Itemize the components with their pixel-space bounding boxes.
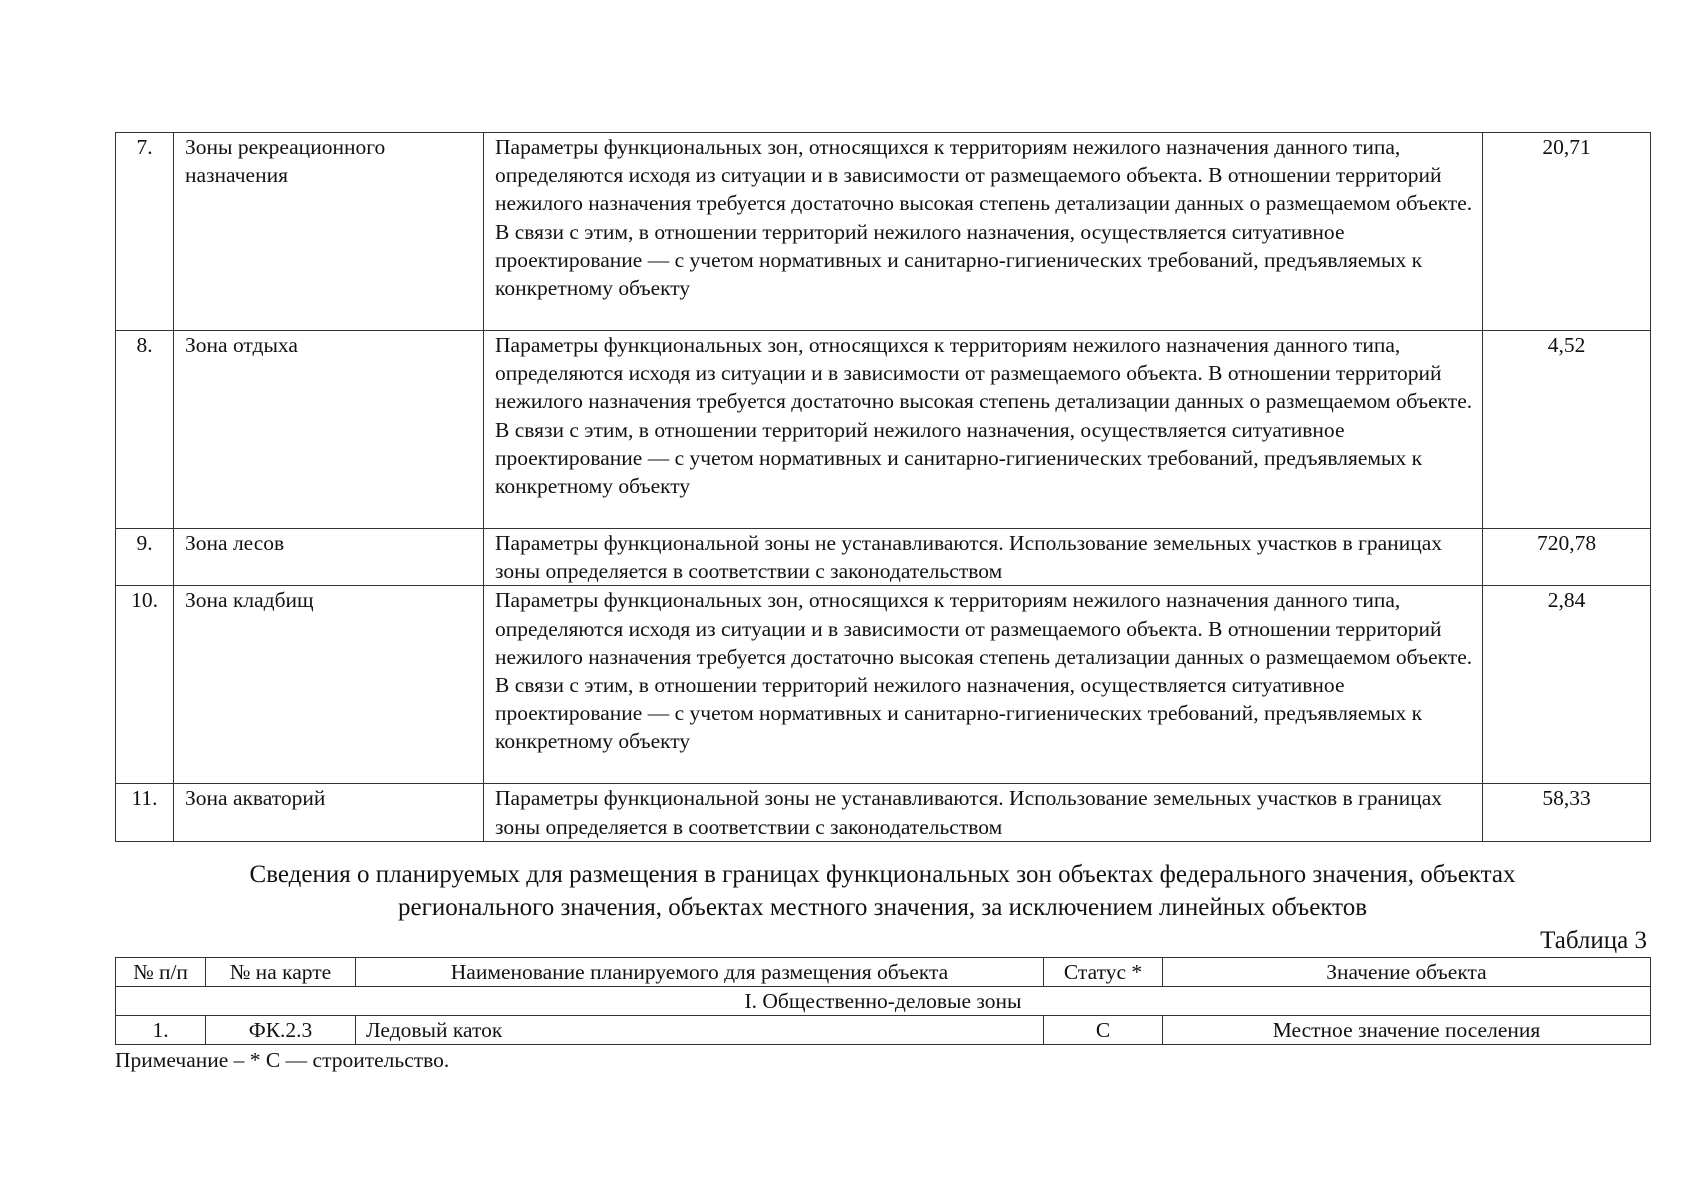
table-row xyxy=(116,133,1651,331)
section-title: I. Общественно-деловые зоны xyxy=(116,987,1651,1016)
object-status: С xyxy=(1044,1016,1163,1045)
section-heading xyxy=(115,858,1650,924)
zone-area: 20,71 xyxy=(1483,133,1651,331)
column-header-significance: Значение объекта xyxy=(1163,958,1651,987)
table-row xyxy=(116,331,1651,529)
zone-name: Зона кладбищ xyxy=(174,586,484,784)
column-header-num: № п/п xyxy=(116,958,206,987)
zone-area: 2,84 xyxy=(1483,586,1651,784)
zone-area: 4,52 xyxy=(1483,331,1651,529)
row-number: 9. xyxy=(116,529,174,586)
object-map-num: ФК.2.3 xyxy=(206,1016,356,1045)
zone-parameters: Параметры функциональных зон, относящихся к территориям нежилого назначения данного типа, определяются исходя из ситуации и в зависимости от размещаемого объекта. В отношении территорий нежилого назначения требуется достаточно высокая степень детализации данных о размещаемом объекте. В связи с этим, в отношении территорий нежилого назначения, осуществляется ситуативное проектирование — с учетом нормативных и санитарно-гигиенических требований, предъявляемых к конкретному объекту xyxy=(484,586,1483,784)
object-num: 1. xyxy=(116,1016,206,1045)
zone-area: 58,33 xyxy=(1483,784,1651,841)
zone-name: Зоны рекреационного назначения xyxy=(174,133,484,331)
table-header-row xyxy=(116,958,1651,987)
footnote: Примечание – * С — строительство. xyxy=(115,1048,450,1072)
zones-table xyxy=(115,132,1651,842)
row-number: 7. xyxy=(116,133,174,331)
section-heading-line: регионального значения, объектах местного значения, за исключением линейных объектов xyxy=(397,894,1368,921)
zone-name: Зона лесов xyxy=(174,529,484,586)
row-number: 10. xyxy=(116,586,174,784)
table-row xyxy=(116,586,1651,784)
zone-name: Зона отдыха xyxy=(174,331,484,529)
zone-area: 720,78 xyxy=(1483,529,1651,586)
object-significance: Местное значение поселения xyxy=(1163,1016,1651,1045)
table-row xyxy=(116,529,1651,586)
zone-name: Зона акваторий xyxy=(174,784,484,841)
objects-table xyxy=(115,957,1651,1045)
zone-parameters: Параметры функциональных зон, относящихся к территориям нежилого назначения данного типа, определяются исходя из ситуации и в зависимости от размещаемого объекта. В отношении территорий нежилого назначения требуется достаточно высокая степень детализации данных о размещаемом объекте. В связи с этим, в отношении территорий нежилого назначения, осуществляется ситуативное проектирование — с учетом нормативных и санитарно-гигиенических требований, предъявляемых к конкретному объекту xyxy=(484,133,1483,331)
column-header-name: Наименование планируемого для размещения объекта xyxy=(356,958,1044,987)
zone-parameters: Параметры функциональной зоны не устанавливаются. Использование земельных участков в границах зоны определяется в соответствии с законодательством xyxy=(484,784,1483,841)
table-label: Таблица 3 xyxy=(1540,927,1647,954)
table-row xyxy=(116,784,1651,841)
table-row xyxy=(116,1016,1651,1045)
row-number: 11. xyxy=(116,784,174,841)
column-header-map-num: № на карте xyxy=(206,958,356,987)
zone-parameters: Параметры функциональных зон, относящихся к территориям нежилого назначения данного типа, определяются исходя из ситуации и в зависимости от размещаемого объекта. В отношении территорий нежилого назначения требуется достаточно высокая степень детализации данных о размещаемом объекте. В связи с этим, в отношении территорий нежилого назначения, осуществляется ситуативное проектирование — с учетом нормативных и санитарно-гигиенических требований, предъявляемых к конкретному объекту xyxy=(484,331,1483,529)
object-name: Ледовый каток xyxy=(356,1016,1044,1045)
column-header-status: Статус * xyxy=(1044,958,1163,987)
section-heading-line: Сведения о планируемых для размещения в границах функциональных зон объектах федерального значения, объектах xyxy=(249,861,1516,888)
section-row xyxy=(116,987,1651,1016)
row-number: 8. xyxy=(116,331,174,529)
zone-parameters: Параметры функциональной зоны не устанавливаются. Использование земельных участков в границах зоны определяется в соответствии с законодательством xyxy=(484,529,1483,586)
